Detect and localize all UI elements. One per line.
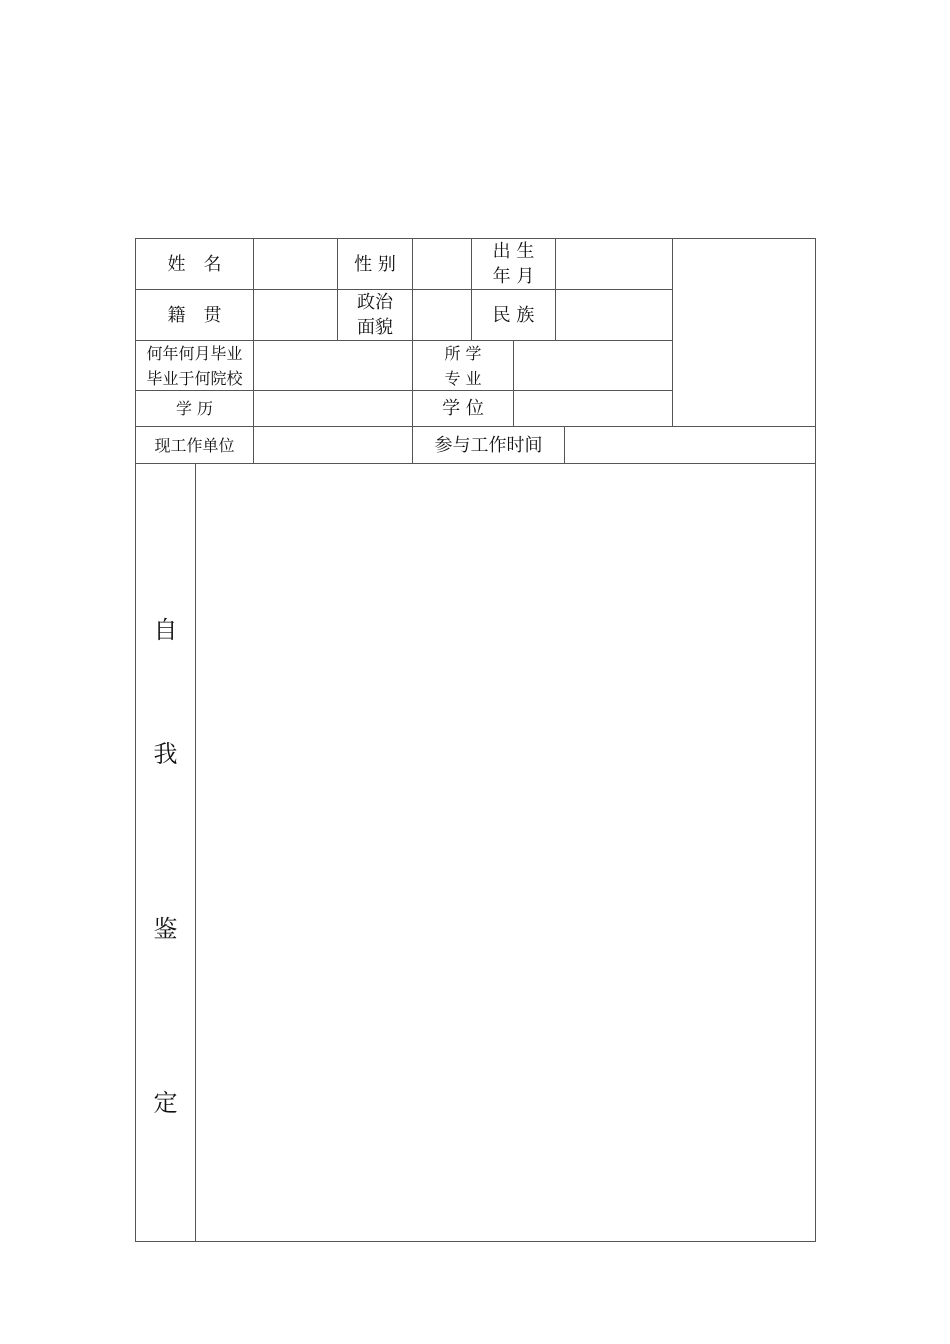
native-place-label: 籍 贯 (167, 304, 222, 326)
degree-field[interactable] (514, 391, 672, 426)
work-start-time-field[interactable] (565, 427, 815, 463)
education-field[interactable] (254, 391, 412, 426)
self-assessment-char-4: 定 (153, 1088, 178, 1117)
politics-field[interactable] (413, 290, 471, 340)
politics-label (338, 290, 412, 340)
name-field[interactable] (254, 239, 337, 289)
education-label: 学 历 (175, 399, 214, 418)
current-employer-field[interactable] (254, 427, 412, 463)
work-start-time-label: 参与工作时间 (434, 434, 543, 456)
self-assessment-char-3: 鉴 (153, 914, 178, 943)
ethnicity-label: 民 族 (492, 304, 535, 326)
gender-field[interactable] (413, 239, 471, 289)
graduation-field[interactable] (254, 341, 412, 390)
major-label (413, 341, 513, 390)
major-label-line1: 所 学 (444, 343, 482, 363)
native-place-field[interactable] (254, 290, 337, 340)
graduation-label-line1: 何年何月毕业 (146, 343, 243, 363)
rule-right (815, 238, 816, 1242)
rule-bottom (135, 1241, 816, 1242)
gender-label: 性 别 (354, 253, 396, 275)
major-label-line2: 专 业 (444, 368, 482, 388)
politics-label-line2: 面貌 (357, 317, 393, 338)
current-employer-label: 现工作单位 (154, 435, 235, 455)
politics-label-line1: 政治 (357, 292, 393, 313)
birth-field[interactable] (556, 239, 672, 289)
photo-box[interactable] (673, 239, 815, 426)
self-assessment-char-2: 我 (153, 739, 178, 768)
ethnicity-field[interactable] (556, 290, 672, 340)
name-label: 姓 名 (167, 253, 222, 275)
graduation-label (136, 341, 253, 390)
birth-label (472, 239, 555, 289)
birth-label-line1: 出 生 (492, 241, 535, 262)
graduation-label-line2: 毕业于何院校 (146, 368, 243, 388)
self-assessment-char-1: 自 (153, 615, 178, 644)
degree-label: 学 位 (442, 398, 484, 419)
self-assessment-field[interactable] (196, 464, 815, 1241)
birth-label-line2: 年 月 (492, 266, 535, 287)
major-field[interactable] (514, 341, 672, 390)
